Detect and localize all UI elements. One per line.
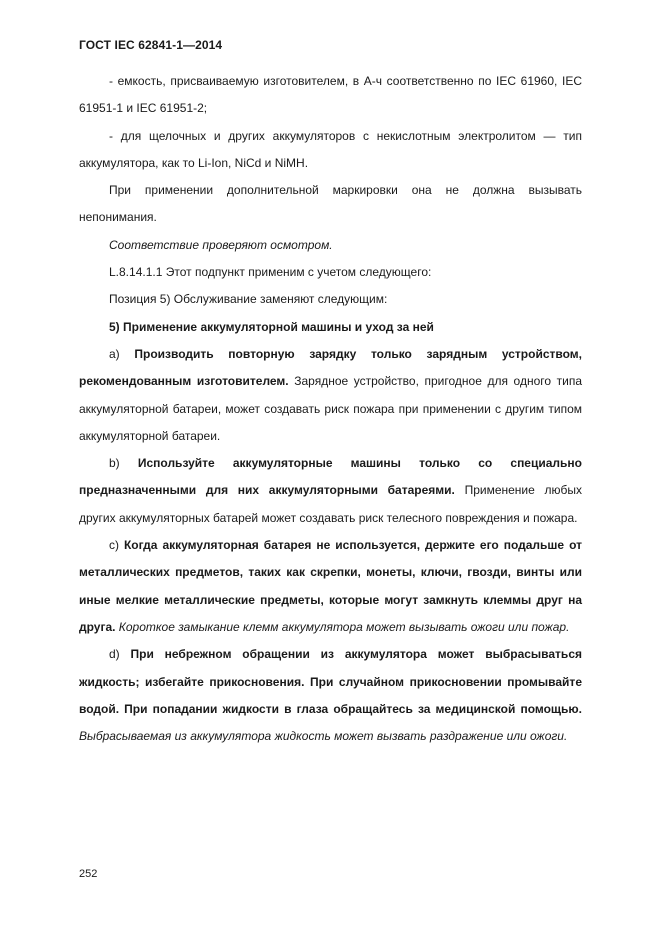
paragraph-item-5: Позиция 5) Обслуживание заменяют следующим:	[109, 292, 388, 307]
item-a-marker: a)	[109, 346, 135, 361]
section-heading: 5) Применение аккумуляторной машины и уход за ней	[109, 319, 434, 334]
item-d-note: Выбрасываемая из аккумулятора жидкость может вызвать раздражение или ожоги.	[79, 729, 568, 744]
paragraph-alkaline: - для щелочных и других аккумуляторов с некислотным электролитом — тип аккумулятора, как то Li-Ion, NiCd и NiMH.	[79, 128, 582, 170]
item-d-warning: При небрежном обращении из аккумулятора может выбрасываться жидкость; избегайте прикосновения. При случайном прикосновении промывайте водой. При попадании жидкости в глаза обращайтесь за медицинской помощью.	[79, 647, 582, 716]
page-number: 252	[79, 868, 98, 880]
item-a-warning: Производить повторную зарядку только зарядным устройством, рекомендованным изготовителем.	[79, 346, 582, 389]
item-c-note: Короткое замыкание клемм аккумулятора может вызывать ожоги или пожар.	[115, 619, 570, 634]
item-c	[79, 532, 582, 641]
page-body	[79, 68, 582, 750]
paragraph-capacity: - емкость, присваиваемую изготовителем, в А-ч соответственно по IEC 61960, IEC 61951-1 и IEC 61951-2;	[79, 74, 582, 116]
item-b	[79, 450, 582, 532]
item-c-warning: Когда аккумуляторная батарея не используется, держите его подальше от металлических предметов, таких как скрепки, монеты, ключи, гвозди, винты или иные мелкие металлические предметы, которые могут замкнуть клеммы друг на друга.	[79, 538, 582, 634]
document-header: ГОСТ IEC 62841-1—2014	[79, 38, 223, 52]
paragraph-subclause: L.8.14.1.1 Этот подпункт применим с учетом следующего:	[109, 265, 432, 280]
item-b-warning: Используйте аккумуляторные машины только со специально предназначенными для них аккумуляторными батареями.	[79, 456, 582, 498]
item-a	[79, 341, 582, 450]
item-d-marker: d)	[109, 647, 131, 662]
paragraph-compliance: Соответствие проверяют осмотром.	[109, 237, 333, 252]
item-d	[79, 641, 582, 750]
item-a-text: Зарядное устройство, пригодное для одного типа аккумуляторной батареи, может создавать риск пожара при применении с другим типом аккумуляторной батареи.	[79, 374, 583, 443]
paragraph-additional-marking: При применении дополнительной маркировки она не должна вызывать непонимания.	[79, 183, 582, 225]
item-b-text: Применение любых других аккумуляторных батарей может создавать риск телесного повреждения и пожара.	[79, 483, 582, 525]
item-b-marker: b)	[109, 456, 138, 471]
item-c-marker: c)	[109, 538, 124, 553]
